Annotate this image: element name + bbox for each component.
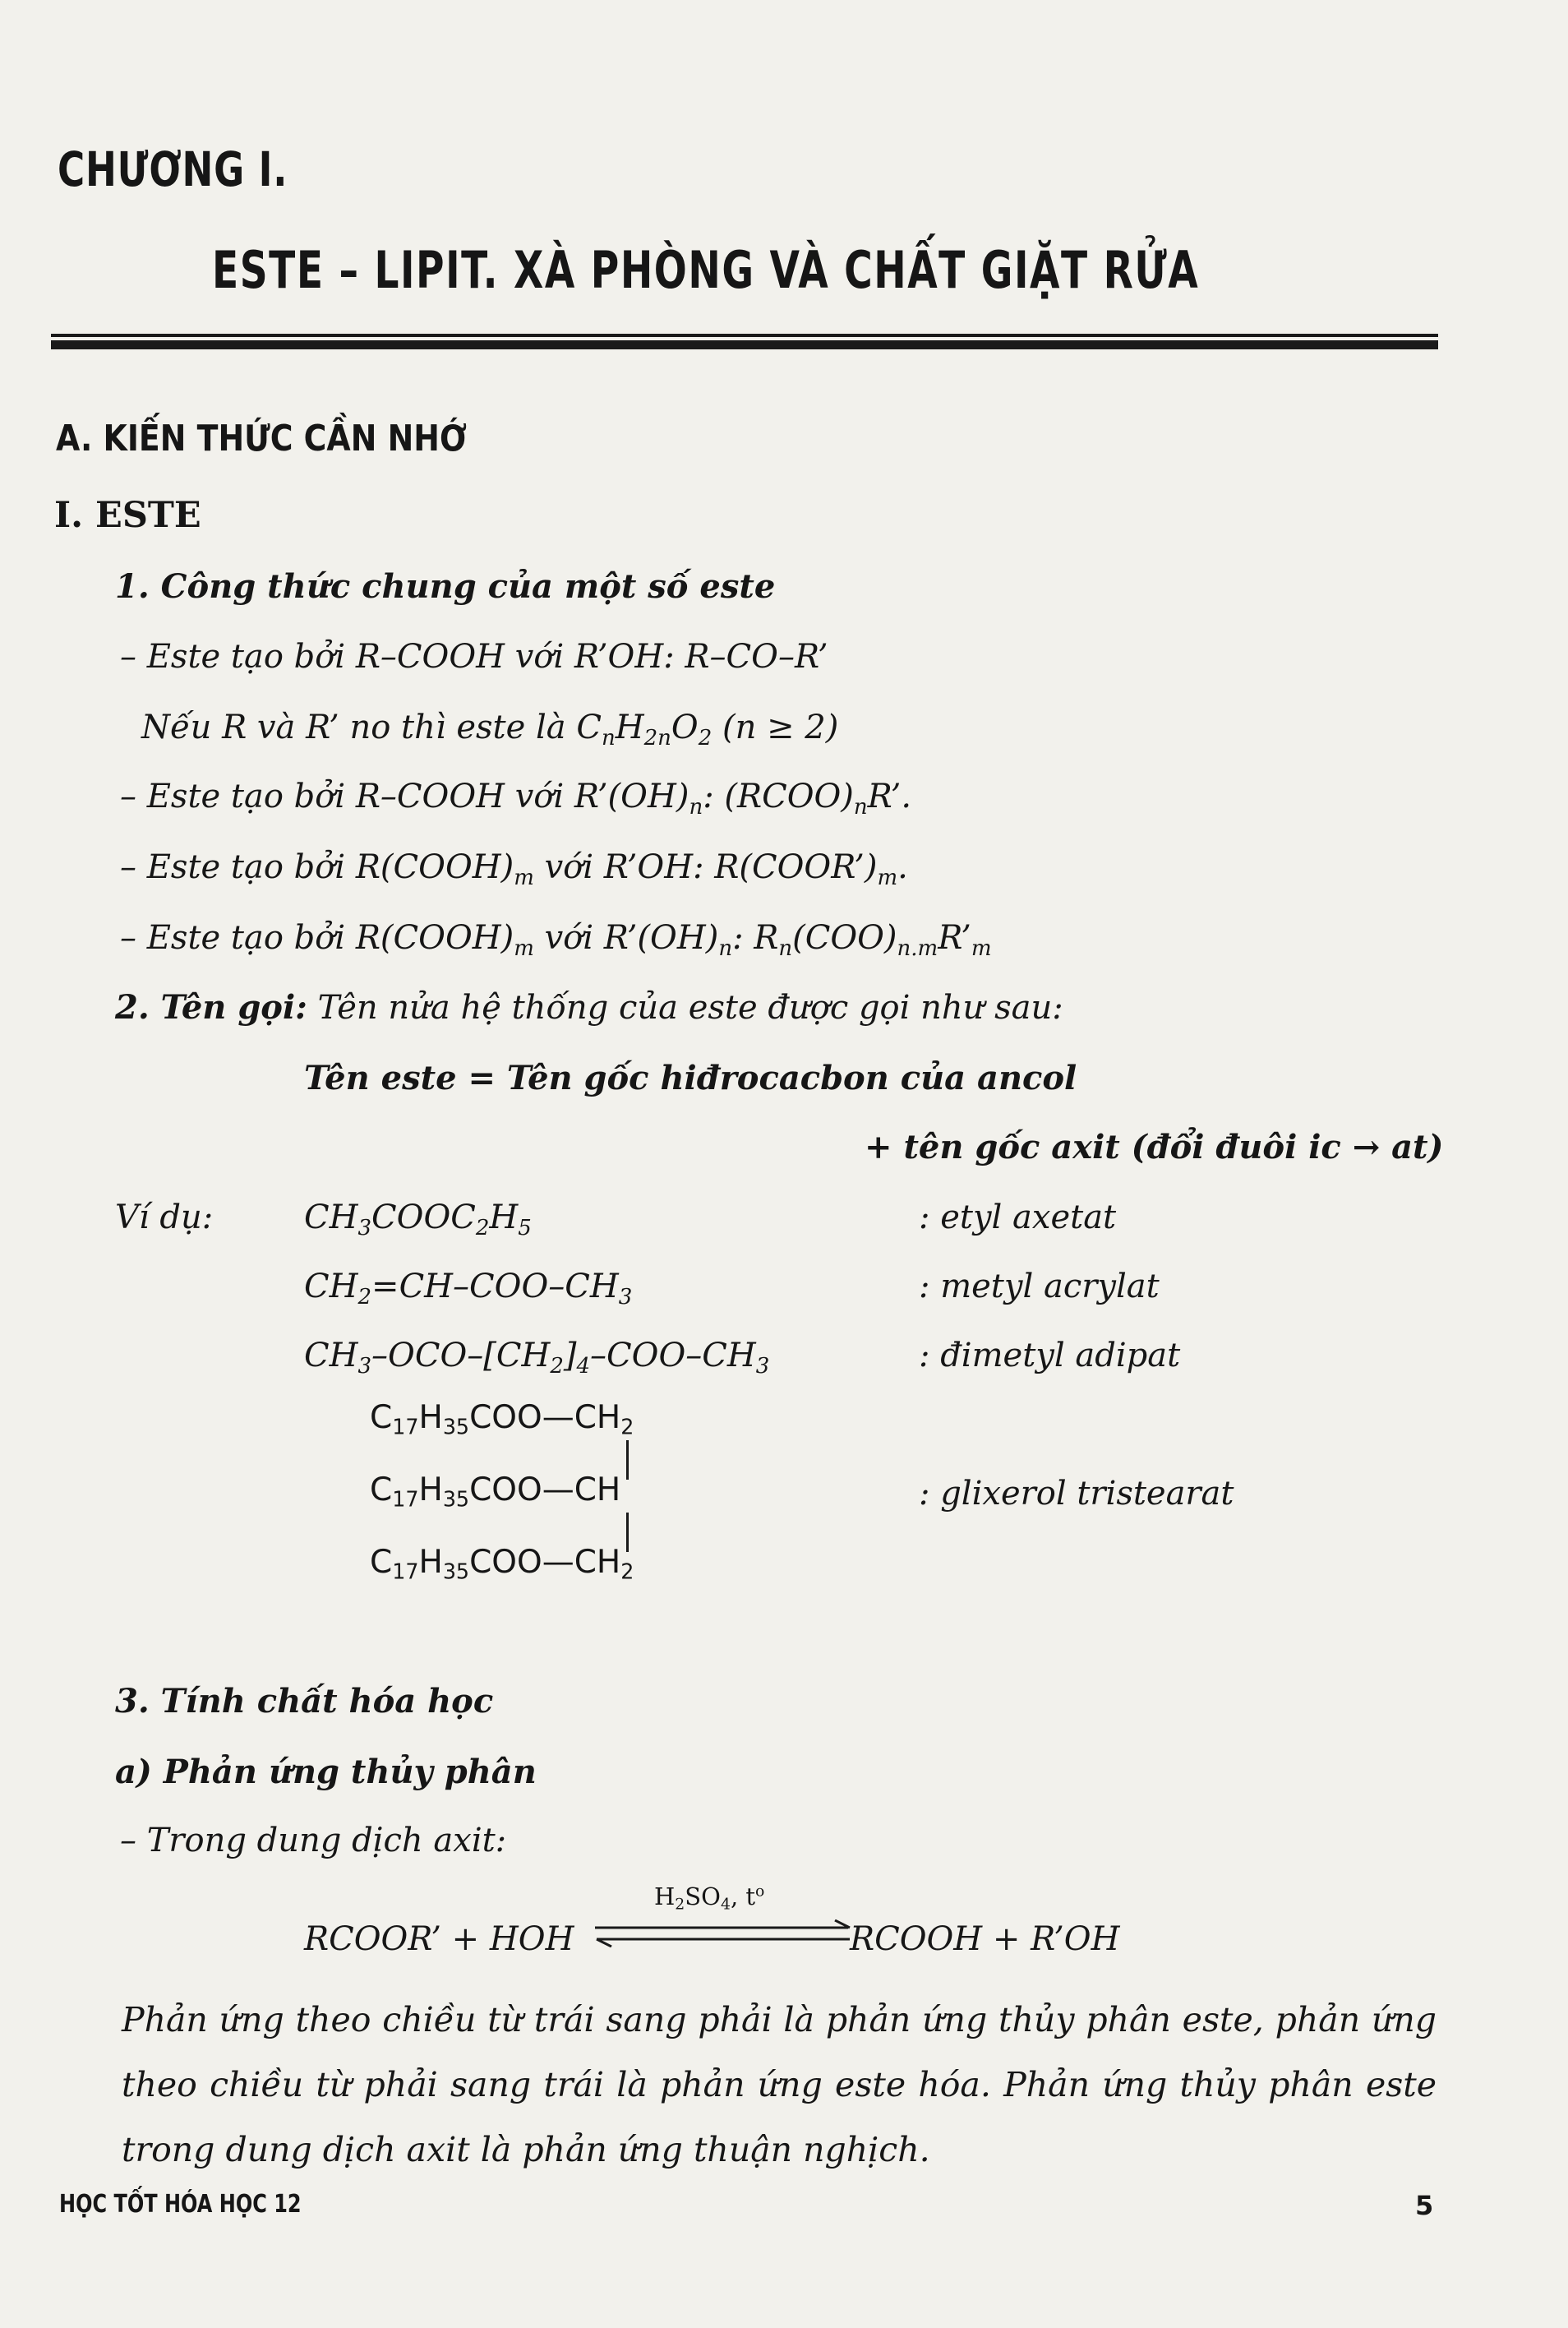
s1-heading: 1. Công thức chung của một số este bbox=[115, 567, 776, 606]
hydrolysis-paragraph: Phản ứng theo chiều từ trái sang phải là phản ứng thủy phân este, phản ứng theo chiều từ phải sang trái là phản ứng este hóa. Phản ứng thủy phân este trong dung dịch axit là phản ứng thuận nghịch. bbox=[122, 2000, 1437, 2169]
s2-text: Tên nửa hệ thống của este được gọi như sau: bbox=[307, 989, 1063, 1027]
example-2-name: : metyl acrylat bbox=[919, 1268, 1160, 1305]
s1-line1: – Este tạo bởi R–COOH với R’OH: R–CO–R’ bbox=[120, 638, 828, 676]
example-4-name: : glixerol tristearat bbox=[919, 1475, 1234, 1513]
example-1-formula: $CH_3COOC_2H_5$ bbox=[304, 1199, 532, 1240]
s3a-heading: a) Phản ứng thủy phân bbox=[115, 1753, 537, 1791]
s1-line3: – Este tạo bởi R–COOH với $R’(OH)_n$: $(RCOO)_nR$’. bbox=[120, 778, 912, 820]
example-2-formula: $CH_2=CH-COO-CH_3$ bbox=[304, 1268, 633, 1310]
bond-line-1 bbox=[626, 1440, 629, 1480]
chapter-label: CHƯƠNG I. bbox=[58, 141, 288, 197]
s1-line2: Nếu R và R’ no thì este là $C_nH_{2n}O_2$ (n ≥ 2) bbox=[141, 709, 839, 751]
s2-line bbox=[115, 988, 1063, 1027]
s3-heading: 3. Tính chất hóa học bbox=[115, 1682, 494, 1721]
equilibrium-arrow-icon bbox=[592, 1919, 855, 1947]
title-rule-thick bbox=[51, 340, 1438, 349]
reaction-right: RCOOH + R’OH bbox=[850, 1920, 1120, 1958]
example-3-formula: $CH_3-OCO-[CH_2]_4-COO-CH_3$ bbox=[304, 1337, 770, 1379]
section-i-heading: I. ESTE bbox=[54, 495, 201, 536]
example-3-name: : đimetyl adipat bbox=[919, 1337, 1181, 1374]
s1-line4: – Este tạo bởi $R(COOH)_m$ với R’OH: $R(COOR’)_m$. bbox=[120, 848, 908, 890]
chapter-title: ESTE – LIPIT. XÀ PHÒNG VÀ CHẤT GIẶT RỬA bbox=[212, 240, 1200, 300]
s1-line5: – Este tạo bởi $R(COOH)_m$ với $R’(OH)_n$: $R_n(COO)_{n.m}R’_m$ bbox=[120, 919, 992, 961]
title-rule-thin bbox=[51, 334, 1438, 337]
reaction-condition: $H_2SO_4$, $t^o$ bbox=[654, 1882, 765, 1914]
tristearin-row-1: $C_{17}H_{35}COO—CH_2$ bbox=[370, 1399, 634, 1439]
naming-formula-1: Tên este = Tên gốc hiđrocacbon của ancol bbox=[304, 1059, 1077, 1097]
section-a-heading: A. KIẾN THỨC CẦN NHỚ bbox=[56, 418, 467, 460]
page-number: 5 bbox=[1415, 2190, 1434, 2221]
tristearin-row-2: $C_{17}H_{35}COO—CH$ bbox=[370, 1471, 621, 1512]
naming-formula-2: + tên gốc axit (đổi đuôi ic → at) bbox=[865, 1128, 1444, 1166]
s2-heading: 2. Tên gọi: bbox=[115, 988, 307, 1027]
tristearin-row-3: $C_{17}H_{35}COO—CH_2$ bbox=[370, 1544, 634, 1584]
reaction-left: RCOOR’ + HOH bbox=[304, 1920, 574, 1958]
example-1-name: : etyl axetat bbox=[919, 1199, 1117, 1236]
footer-book-title: HỌC TỐT HÓA HỌC 12 bbox=[59, 2190, 302, 2219]
vidu-label: Ví dụ: bbox=[115, 1199, 214, 1236]
acid-medium-label: – Trong dung dịch axit: bbox=[120, 1822, 507, 1859]
